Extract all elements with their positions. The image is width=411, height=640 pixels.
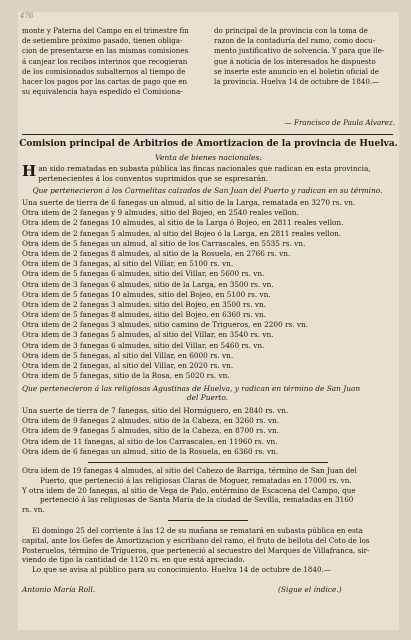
list-item: Otra idem de 9 fanegas 2 almudes, sitio de la Cabeza, en 3260 rs. vn. — [22, 416, 280, 426]
text-line: Puerto, que perteneció á las religiosas Claras de Moguer, rematadas en 17000 rs. vn. — [40, 475, 352, 485]
list-item: Otra idem de 3 fanegas 6 almudes, sitio del Villar, en 5460 rs. vn. — [22, 340, 265, 350]
text-line: á canjear los recibos interinos que recogieran — [22, 56, 188, 66]
text-line: viendo de tipo la cantidad de 1120 rs. en que está apreciado. — [22, 555, 245, 565]
list-item: Otra idem de 3 fanegas 6 almudes, sitio de la Larga, en 3500 rs. vn. — [22, 279, 274, 289]
text-line: El domingo 25 del corriente á las 12 de su mañana se rematará en subasta pública en esta — [32, 526, 363, 535]
text-line: do principal de la provincia con la toma de — [214, 26, 368, 35]
list-item: Otra idem de 11 fanegas, al sitio de los Carrascales, en 11960 rs. vn. — [22, 436, 278, 446]
text-line: Lo que se avisa al público para su conocimiento. Huelva 14 de octubre de 1840.— — [32, 565, 331, 575]
top-columns — [18, 26, 399, 134]
section2-list — [22, 406, 393, 457]
divider-tiny — [168, 520, 248, 521]
notice-title: Comision principal de Arbitrios de Amortizacion de la provincia de Huelva. — [19, 139, 398, 149]
list-item: Otra idem de 5 fanegas, sitio de la Rosa, en 5020 rs. vn. — [22, 371, 230, 381]
text-line: razon de la contaduría del ramo, como docu- — [214, 36, 375, 46]
section3-paragraph — [22, 466, 393, 515]
list-item: Una suerte de tierra de 6 fanegas un almud, al sitio de la Larga, rematada en 3270 rs. vn. — [22, 198, 356, 207]
section1-list — [22, 198, 393, 381]
section1-heading: Que pertenecieron á los Carmelitas calzados de San Juan del Puerto y radican en su término. — [32, 186, 383, 195]
text-line: se inserte este anuncio en el boletin oficial de — [214, 66, 380, 76]
list-item: Otra idem de 2 fanegas 8 almudes, al sitio de la Rosuela, en 2766 rs. vn. — [22, 248, 291, 258]
list-item: Una suerte de tierra de 7 fanegas, sitio del Hormiguero, en 2840 rs. vn. — [22, 406, 289, 415]
top-left-column — [22, 26, 206, 97]
list-item: Otra idem de 5 fanegas, al sitio del Villar, en 6000 rs. vn. — [22, 350, 234, 360]
list-item: Otra idem de 3 fanegas 5 almudes, al sitio del Villar, en 3540 rs. vn. — [22, 330, 274, 340]
text-line: gue á noticia de los interesados he dispuesto — [214, 56, 376, 66]
section2-heading — [22, 384, 393, 403]
list-item: Otra idem de 2 fanegas 5 almudes, al sitio del Bojeo ó la Larga, en 2811 reales vellon. — [22, 228, 342, 238]
text-line: perteneció á las religiosas de Santa María de la ciudad de Sevilla, rematadas en 3160 — [40, 495, 354, 505]
text-line: capital, ante los Gefes de Amortizacion y escribano del ramo, el fruto de bellota del Coto de los — [22, 535, 370, 545]
text-line: mento justificativo de solvencia. Y para que lle- — [214, 46, 385, 56]
drop-cap: H — [22, 162, 37, 180]
text-line: del Puerto. — [186, 393, 229, 403]
signature-alvarez: — Francisco de Paula Alvarez. — [284, 118, 395, 127]
list-item: Otra idem de 9 fanegas 5 almudes, sitio de la Cabeza, en 8700 rs. vn. — [22, 426, 280, 436]
text-line: an sido rematadas en subasta pública las fincas nacionales que radican en esta provincia, — [38, 164, 371, 173]
continuation-note: (Sigue el índice.) — [278, 585, 342, 594]
text-line: de los comisionados subalternos al tiempo de — [22, 66, 186, 76]
list-item: Otra idem de 2 fanegas 10 almudes, al sitio de la Larga ó Bojeo, en 2811 reales vellon. — [22, 218, 344, 228]
text-line: Y otra idem de 20 fanegas, al sitio de Vega de Palo, entérmino de Escacena del Campo, que — [22, 485, 356, 495]
list-item: Otra idem de 5 fanegas 10 almudes, sitio del Bojeo, en 5100 rs. vn. — [22, 289, 271, 299]
list-item: Otra idem de 5 fanegas 6 almudes, sitio del Villar, en 5600 rs. vn. — [22, 269, 265, 279]
text-line: cion de presentarse en las mismas comisiones — [22, 46, 189, 56]
text-line: hacer los pagos por las cartas de pago que en — [22, 77, 188, 87]
text-line: Posteruelos, término de Trigueros, que perteneció al secuestro del Marques de Villafranca, sir- — [22, 545, 370, 555]
intro-paragraph — [22, 164, 393, 183]
archive-stamp: 476 — [20, 12, 34, 20]
top-right-column — [214, 26, 398, 87]
text-line: pertenecientes á los conventos suprimidos que se espresarán. — [38, 173, 269, 183]
text-line: Otra idem de 19 fanegas 4 almudes, al sitio del Cabezo de Barriga, término de San Juan del — [22, 466, 357, 475]
text-line: de setiembre próximo pasado, tienen obliga- — [22, 36, 183, 46]
text-line: Que pertenecieron á las religiosas Agustinas de Huelva, y radican en término de San Juan — [22, 384, 361, 393]
text-line: su equivalencia haya espedido el Comisiona- — [22, 87, 183, 97]
list-item: Otra idem de 5 fanegas un almud, al sitio de los Carrascales, en 5535 rs. vn. — [22, 238, 306, 248]
document-page — [18, 12, 399, 630]
divider — [22, 134, 393, 135]
list-item: Otra idem de 5 fanegas 8 almudes, sitio del Bojeo, en 6360 rs. vn. — [22, 310, 267, 320]
list-item: Otra idem de 6 fanegas un almud, sitio de la Rosuela, en 6360 rs. vn. — [22, 446, 278, 456]
text-line: monte y Paterna del Campo en el trimestre fin — [22, 26, 189, 35]
list-item: Otra idem de 2 fanegas y 9 almudes, sitio del Bojeo, en 2540 reales vellon. — [22, 208, 299, 218]
list-item: Otra idem de 2 fanegas 3 almudes, sitio camino de Trigueros, en 2200 rs. vn. — [22, 320, 309, 330]
notice-subtitle: Venta de bienes nacionales. — [155, 153, 262, 162]
signature-roll: Antonio María Roll. — [22, 585, 96, 594]
closing-paragraph — [22, 526, 393, 575]
list-item: Otra idem de 3 fanegas, al sitio del Villar, en 5100 rs. vn. — [22, 259, 234, 269]
list-item: Otra idem de 2 fanegas, al sitio del Villar, en 2020 rs. vn. — [22, 361, 234, 370]
divider-short — [88, 462, 328, 463]
list-item: Otra idem de 2 fanegas 3 almudes, sitio del Bojeo, en 3500 rs. vn. — [22, 299, 267, 309]
text-line: rs. vn. — [22, 505, 45, 515]
text-line: la provincia. Huelva 14 de octubre de 1840.— — [214, 77, 380, 87]
